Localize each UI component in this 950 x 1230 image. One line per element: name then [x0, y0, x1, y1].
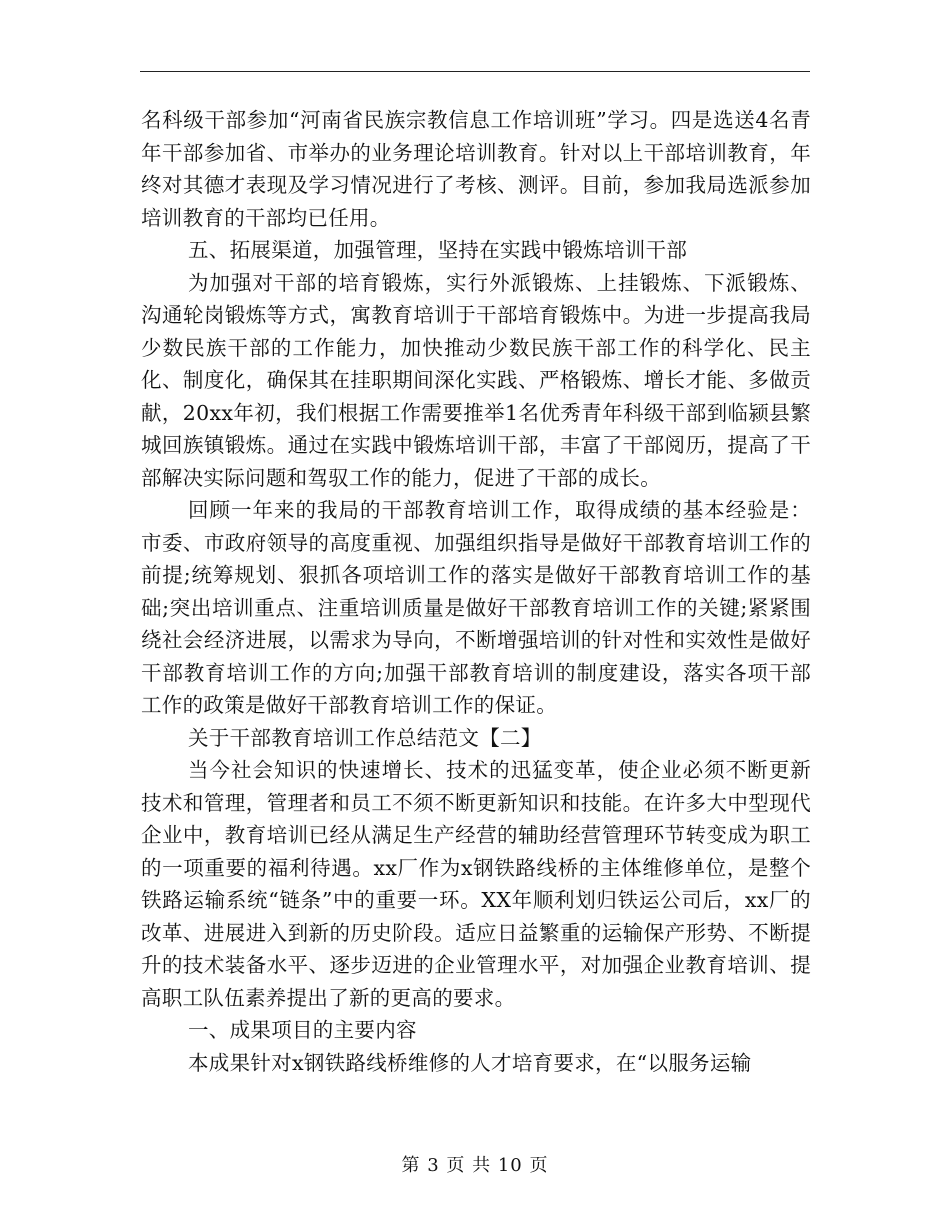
document-body	[141, 104, 811, 1079]
paragraph-training-practice: 为加强对干部的培育锻炼，实行外派锻炼、上挂锻炼、下派锻炼、沟通轮岗锻炼等方式，寓教育培训于干部培育锻炼中。为进一步提高我局少数民族干部的工作能力，加快推动少数民族干部工作的科学化、民主化、制度化，确保其在挂职期间深化实践、严格锻炼、增长才能、多做贡献，20xx年初，我们根据工作需要推举1名优秀青年科级干部到临颍县繁城回族镇锻炼。通过在实践中锻炼培训干部，丰富了干部阅历，提高了干部解决实际问题和驾驭工作的能力，促进了干部的成长。	[141, 270, 811, 490]
header-rule	[140, 71, 810, 72]
paragraph-continuation: 名科级干部参加“河南省民族宗教信息工作培训班”学习。四是选送4名青年干部参加省、市举办的业务理论培训教育。针对以上干部培训教育，年终对其德才表现及学习情况进行了考核、测评。目前，参加我局选派参加培训教育的干部均已任用。	[141, 108, 811, 230]
paragraph-introduction: 当今社会知识的快速增长、技术的迅猛变革，使企业必须不断更新技术和管理，管理者和员工不须不断更新知识和技能。在许多大中型现代企业中，教育培训已经从满足生产经营的辅助经营管理环节转变成为职工的一项重要的福利待遇。xx厂作为x钢铁路线桥的主体维修单位，是整个铁路运输系统“链条”中的重要一环。XX年顺利划归铁运公司后，xx厂的改革、进展进入到新的历史阶段。适应日益繁重的运输保产形势、不断提升的技术装备水平、逐步迈进的企业管理水平，对加强企业教育培训、提高职工队伍素养提出了新的更高的要求。	[141, 758, 811, 1010]
section-heading-five: 五、拓展渠道，加强管理，坚持在实践中锻炼培训干部	[188, 238, 688, 262]
paragraph-experience-review: 回顾一年来的我局的干部教育培训工作，取得成绩的基本经验是：市委、市政府领导的高度重视、加强组织指导是做好干部教育培训工作的前提;统筹规划、狠抓各项培训工作的落实是做好干部教育培训工作的基础;突出培训重点、注重培训质量是做好干部教育培训工作的关键;紧紧围绕社会经济进展，以需求为导向，不断增强培训的针对性和实效性是做好干部教育培训工作的方向;加强干部教育培训的制度建设，落实各项干部工作的政策是做好干部教育培训工作的保证。	[141, 498, 811, 717]
article-title-two: 关于干部教育培训工作总结范文【二】	[188, 725, 542, 750]
section-heading-one: 一、成果项目的主要内容	[188, 1018, 417, 1042]
paragraph-project-content: 本成果针对x钢铁路线桥维修的人才培育要求，在“以服务运输	[188, 1050, 752, 1075]
page-number-footer: 第 3 页 共 10 页	[401, 1155, 549, 1176]
